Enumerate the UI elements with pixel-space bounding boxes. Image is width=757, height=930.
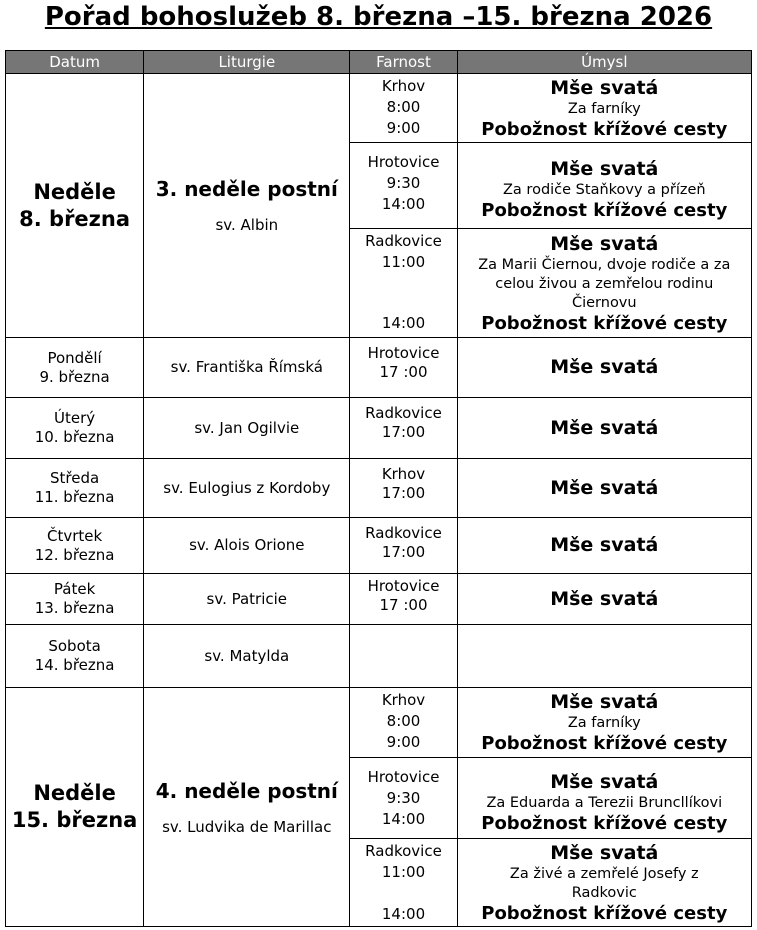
mass-label: Mše svatá: [457, 518, 751, 574]
mass-time: 11:00: [381, 253, 426, 271]
parish-name: Krhov: [381, 465, 426, 483]
parish-cell: [350, 839, 457, 927]
devotion-time: 14:00: [381, 810, 426, 828]
parish-cell: [350, 625, 457, 688]
devotion-time: 9:00: [386, 119, 421, 137]
mass-label: Mše svatá: [550, 841, 659, 864]
intention-text: Za farníky: [567, 100, 641, 117]
day-name: Sobota: [48, 637, 101, 655]
parish-cell: [350, 398, 457, 459]
saint-name: sv. Matylda: [144, 625, 350, 688]
day-name: Neděle: [33, 179, 116, 204]
intention-text: Za Eduarda a Terezii Bruncllíkovi: [486, 794, 723, 811]
intention-text: Za živé a zemřelé Josefy z Radkovic: [509, 865, 699, 901]
day-date: 9. března: [39, 367, 110, 386]
devotion-time: 9:00: [386, 733, 421, 751]
intention-text: Za farníky: [567, 715, 641, 731]
table-row: [6, 518, 752, 574]
header-farnost: Farnost: [350, 51, 457, 74]
mass-time: 9:30: [386, 174, 421, 192]
parish-cell: [350, 338, 457, 398]
saint-name: sv. Jan Ogilvie: [144, 398, 350, 459]
liturgy-title: 3. neděle postní: [155, 177, 338, 201]
table-row: [6, 688, 752, 758]
mass-time: 17 :00: [379, 363, 428, 381]
header-row: [6, 51, 752, 74]
parish-name: Radkovice: [365, 842, 442, 860]
table-row: [6, 74, 752, 143]
devotion-time: 14:00: [381, 314, 426, 332]
intention-cell: [457, 74, 751, 143]
mass-label: Mše svatá: [457, 338, 751, 398]
parish-cell: [350, 518, 457, 574]
day-name: Úterý: [54, 409, 96, 427]
mass-time: 11:00: [381, 863, 426, 881]
intention-cell: [457, 688, 751, 758]
day-date: 12. března: [34, 545, 115, 564]
day-date: 10. března: [34, 428, 115, 446]
mass-label: Mše svatá: [550, 76, 659, 99]
parish-cell: [350, 74, 457, 143]
mass-label: Mše svatá: [457, 574, 751, 625]
mass-time: 17:00: [381, 543, 426, 561]
intention-cell: [457, 229, 751, 338]
parish-name: Hrotovice: [367, 577, 440, 595]
mass-time: 9:30: [386, 789, 421, 807]
parish-name: Hrotovice: [367, 768, 440, 786]
mass-label: Mše svatá: [550, 691, 659, 713]
saint-name: sv. Albin: [215, 216, 279, 234]
date-cell: [6, 459, 144, 518]
intention-cell: [457, 839, 751, 927]
liturgy-cell: [144, 688, 350, 927]
devotion-label: Pobožnost křížové cesty: [481, 733, 728, 754]
intention-cell: [457, 625, 751, 688]
day-name: Neděle: [33, 781, 116, 805]
intention-text: Za rodiče Staňkovy a přízeň: [503, 182, 706, 198]
parish-name: Hrotovice: [367, 344, 440, 362]
table-row: [6, 398, 752, 459]
mass-label: Mše svatá: [550, 232, 659, 255]
devotion-label: Pobožnost křížové cesty: [481, 902, 728, 924]
day-date: 11. března: [34, 488, 115, 506]
mass-label: Mše svatá: [457, 459, 751, 518]
parish-name: Radkovice: [365, 404, 442, 422]
parish-name: Radkovice: [365, 232, 442, 250]
saint-name: sv. Patricie: [144, 574, 350, 625]
date-cell: [6, 518, 144, 574]
devotion-label: Pobožnost křížové cesty: [481, 118, 728, 140]
table-row: [6, 459, 752, 518]
mass-time: 17:00: [381, 484, 426, 502]
devotion-label: Pobožnost křížové cesty: [481, 812, 728, 834]
day-date: 13. března: [34, 599, 115, 617]
saint-name: sv. Františka Římská: [144, 338, 350, 398]
mass-time: 17 :00: [379, 596, 428, 614]
parish-name: Krhov: [381, 691, 426, 709]
date-cell: [6, 625, 144, 688]
date-cell: [6, 338, 144, 398]
liturgy-title: 4. neděle postní: [155, 778, 338, 803]
parish-name: Hrotovice: [367, 153, 440, 171]
day-date: 8. března: [19, 206, 131, 231]
devotion-time: 14:00: [381, 905, 426, 923]
parish-cell: [350, 758, 457, 839]
day-name: Středa: [49, 469, 100, 487]
day-name: Čtvrtek: [46, 526, 103, 545]
header-liturgie: Liturgie: [144, 51, 350, 74]
parish-name: Krhov: [381, 77, 426, 95]
intention-cell: [457, 143, 751, 229]
mass-time: 8:00: [386, 98, 421, 116]
mass-time: 17:00: [381, 423, 426, 441]
mass-time: 8:00: [386, 712, 421, 730]
parish-name: Radkovice: [365, 524, 442, 542]
header-datum: Datum: [6, 51, 144, 74]
saint-name: sv. Ludvika de Marillac: [162, 817, 332, 836]
day-name: Pondělí: [47, 348, 102, 367]
parish-cell: [350, 574, 457, 625]
saint-name: sv. Alois Orione: [144, 518, 350, 574]
date-cell: [6, 688, 144, 927]
parish-cell: [350, 459, 457, 518]
parish-cell: [350, 143, 457, 229]
day-date: 15. března: [11, 808, 138, 832]
intention-text: Za Marii Čiernou, dvoje rodiče a za celou živou a zemřelou rodinu Čiernovu: [478, 256, 731, 311]
header-umysl: Úmysl: [457, 51, 751, 74]
mass-label: Mše svatá: [550, 158, 659, 180]
table-row: [6, 625, 752, 688]
parish-cell: [350, 229, 457, 338]
devotion-label: Pobožnost křížové cesty: [481, 200, 728, 221]
page-title: Pořad bohoslužeb 8. března –15. března 2026: [44, 2, 713, 32]
mass-label: Mše svatá: [550, 770, 659, 793]
date-cell: [6, 74, 144, 338]
devotion-time: 14:00: [381, 195, 426, 213]
intention-cell: [457, 758, 751, 839]
day-date: 14. března: [34, 656, 115, 674]
table-row: [6, 338, 752, 398]
saint-name: sv. Eulogius z Kordoby: [144, 459, 350, 518]
devotion-label: Pobožnost křížové cesty: [481, 312, 728, 334]
date-cell: [6, 398, 144, 459]
liturgy-cell: [144, 74, 350, 338]
day-name: Pátek: [53, 580, 96, 598]
parish-cell: [350, 688, 457, 758]
mass-label: Mše svatá: [457, 398, 751, 459]
date-cell: [6, 574, 144, 625]
table-row: [6, 574, 752, 625]
schedule-table: [5, 50, 752, 927]
